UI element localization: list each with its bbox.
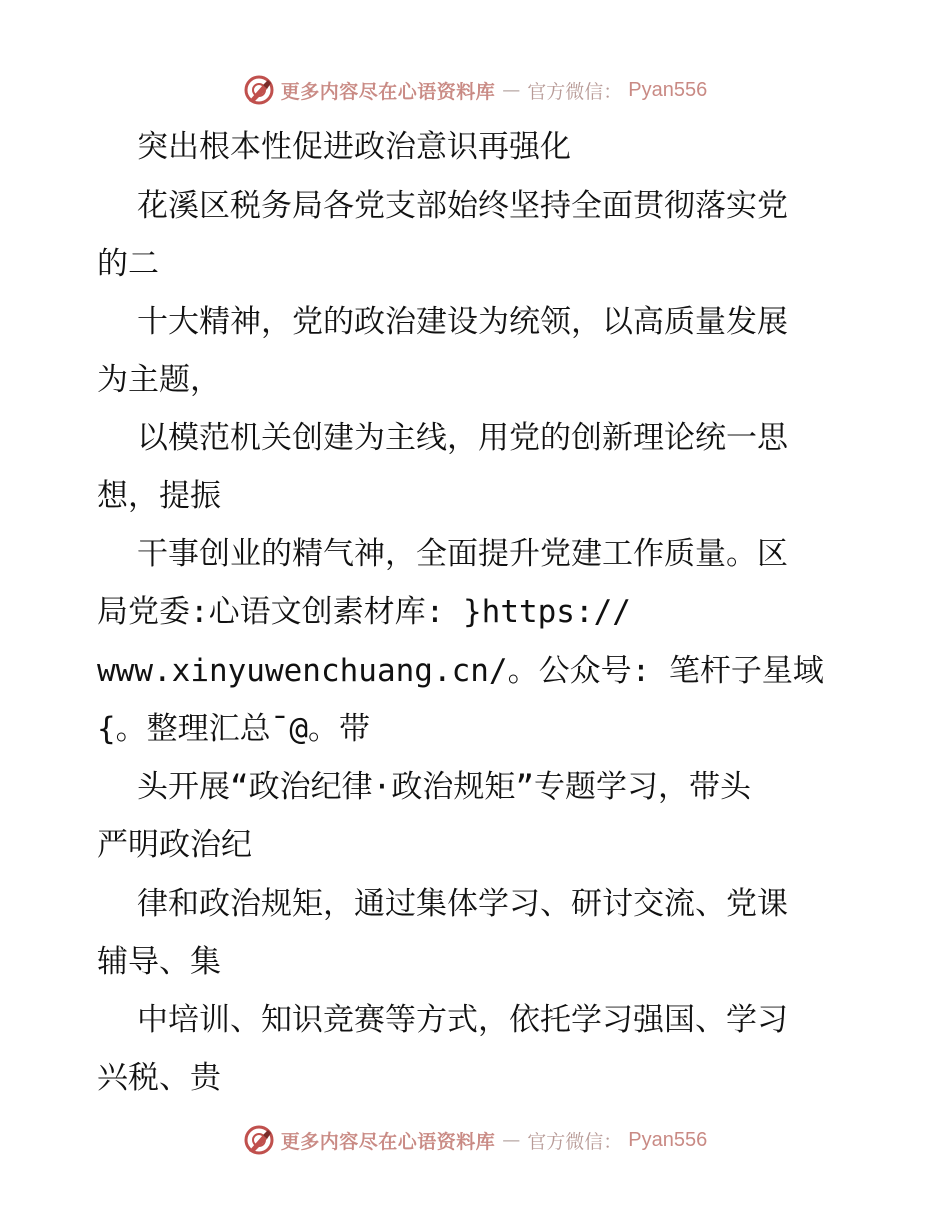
text-line: 头开展“政治纪律·政治规矩”专题学习，带头 <box>137 769 751 805</box>
footer-banner <box>0 1120 950 1160</box>
text-line: 律和政治规矩，通过集体学习、研讨交流、党课 <box>137 886 788 922</box>
text-line: 辅导、集 <box>97 944 221 980</box>
banner-wechat-label: 官方微信： <box>527 1130 623 1153</box>
text-line: www.xinyuwenchuang.cn/。公众号: 笔杆子星域 <box>97 653 824 689</box>
banner-separator: — <box>502 79 521 101</box>
text-line: 突出根本性促进政治意识再强化 <box>137 129 571 165</box>
banner-site-text: 更多内容尽在心语资料库 <box>280 1130 496 1153</box>
banner-separator: — <box>502 1129 521 1151</box>
text-line: 局党委:心语文创素材库: }https:// <box>97 594 631 630</box>
banner-wechat-id: Pyan556 <box>628 78 708 101</box>
banner-wechat-id: Pyan556 <box>628 1128 708 1151</box>
banner-site-text: 更多内容尽在心语资料库 <box>280 80 496 103</box>
pen-logo-icon <box>243 1124 275 1156</box>
text-line: 严明政治纪 <box>97 827 252 863</box>
text-line: 十大精神，党的政治建设为统领，以高质量发展 <box>137 304 788 340</box>
text-line: 兴税、贵 <box>97 1060 221 1096</box>
text-line: 以模范机关创建为主线，用党的创新理论统一思 <box>137 420 788 456</box>
banner-wechat-label: 官方微信： <box>527 80 623 103</box>
text-line: 干事创业的精气神，全面提升党建工作质量。区 <box>137 536 788 572</box>
text-line: {。整理汇总¯@。带 <box>97 711 370 747</box>
text-line: 为主题， <box>97 362 221 398</box>
text-line: 的二 <box>97 246 159 282</box>
text-line: 花溪区税务局各党支部始终坚持全面贯彻落实党 <box>137 188 788 224</box>
text-line: 想，提振 <box>97 478 221 514</box>
text-line: 中培训、知识竞赛等方式，依托学习强国、学习 <box>137 1002 788 1038</box>
